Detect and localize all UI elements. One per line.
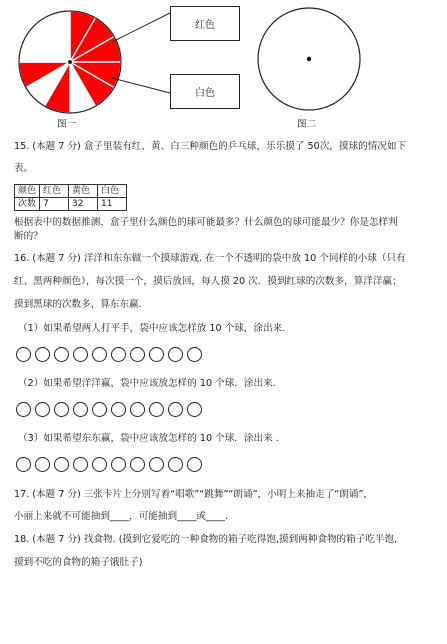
q16-line-1: 16. (本题 7 分) 洋洋和东东做一个摸球游戏. 在一个不透明的袋中放 10 个同样的小球（只有 [14, 253, 406, 264]
table-cell: 11 [98, 198, 127, 211]
answer-circle[interactable] [54, 402, 69, 417]
table-cell: 红色 [40, 185, 69, 198]
q17-line-1: 17. (本题 7 分) 三张卡片上分别写着“唱歌”“跳舞”“朗诵”，小明上来抽走了“朗诵”， [14, 489, 374, 500]
answer-circle[interactable] [92, 347, 107, 362]
answer-circle[interactable] [187, 402, 202, 417]
q16-circles-row-3 [16, 457, 202, 472]
answer-circle[interactable] [168, 402, 183, 417]
table-cell: 32 [69, 198, 98, 211]
answer-circle[interactable] [16, 457, 31, 472]
q16-circles-row-2 [16, 402, 202, 417]
q17-line-2: 小丽上来就不可能抽到____，可能抽到____或____. [14, 511, 229, 522]
answer-circle[interactable] [16, 347, 31, 362]
q16-sub-1: （1）如果希望两人打平手，袋中应该怎样放 10 个球，涂出来. [18, 323, 286, 334]
q15-results-table [14, 184, 127, 211]
table-cell: 次数 [15, 198, 40, 211]
answer-circle[interactable] [149, 457, 164, 472]
answer-circle[interactable] [130, 457, 145, 472]
label-white-text: 白色 [195, 88, 215, 99]
q16-circles-row-1 [16, 347, 202, 362]
table-cell: 7 [40, 198, 69, 211]
label-white-box [170, 74, 240, 109]
q18-line-2: 摸到不吃的食物的箱子饿肚子) [14, 557, 143, 568]
answer-circle[interactable] [73, 402, 88, 417]
caption-figure-1: 图一 [57, 119, 77, 130]
q15-line-3: 根据表中的数据推测，盒子里什么颜色的球可能最多？什么颜色的球可能最少？你是怎样判 [14, 217, 398, 228]
empty-circle-figure-2 [256, 5, 362, 113]
table-row-colors [15, 185, 127, 198]
answer-circle[interactable] [149, 347, 164, 362]
answer-circle[interactable] [35, 402, 50, 417]
answer-circle[interactable] [111, 402, 126, 417]
q18-line-1: 18. (本题 7 分) 找食物. (摸到它爱吃的一种食物的箱子吃得饱,摸到两种食物的箱子吃半饱, [14, 534, 398, 545]
answer-circle[interactable] [168, 347, 183, 362]
answer-circle[interactable] [35, 457, 50, 472]
q16-sub-2: （2）如果希望洋洋赢，袋中应该放怎样的 10 个球．涂出来． [18, 378, 283, 389]
answer-circle[interactable] [130, 347, 145, 362]
answer-circle[interactable] [111, 457, 126, 472]
table-row-counts [15, 198, 127, 211]
answer-circle[interactable] [35, 347, 50, 362]
answer-circle[interactable] [187, 457, 202, 472]
answer-circle[interactable] [130, 402, 145, 417]
answer-circle[interactable] [168, 457, 183, 472]
q15-line-2: 表。 [14, 163, 34, 174]
caption-figure-2: 图二 [297, 119, 317, 130]
q15-line-4: 断的？ [14, 231, 43, 242]
answer-circle[interactable] [187, 347, 202, 362]
table-cell: 颜色 [15, 185, 40, 198]
answer-circle[interactable] [92, 457, 107, 472]
q16-line-2: 红、黑两种颜色），每次摸一个，摸后放回，每人摸 20 次．摸到红球的次数多，算洋洋赢； [14, 276, 402, 287]
answer-circle[interactable] [16, 402, 31, 417]
answer-circle[interactable] [54, 347, 69, 362]
answer-circle[interactable] [73, 347, 88, 362]
q16-sub-3: （3）如果希望东东赢，袋中应该放怎样的 10 个球．涂出来 . [18, 433, 279, 444]
q15-line-1: 15. (本题 7 分) 盒子里装有红、黄、白三种颜色的乒乓球，乐乐摸了 50次，摸球的情况如下 [14, 141, 407, 152]
answer-circle[interactable] [111, 347, 126, 362]
label-red-text: 红色 [195, 20, 215, 31]
answer-circle[interactable] [73, 457, 88, 472]
answer-circle[interactable] [54, 457, 69, 472]
q16-line-3: 摸到黑球的次数多，算东东赢. [14, 299, 142, 310]
label-red-box [170, 6, 240, 41]
answer-circle[interactable] [92, 402, 107, 417]
table-cell: 黄色 [69, 185, 98, 198]
table-cell: 白色 [98, 185, 127, 198]
answer-circle[interactable] [149, 402, 164, 417]
